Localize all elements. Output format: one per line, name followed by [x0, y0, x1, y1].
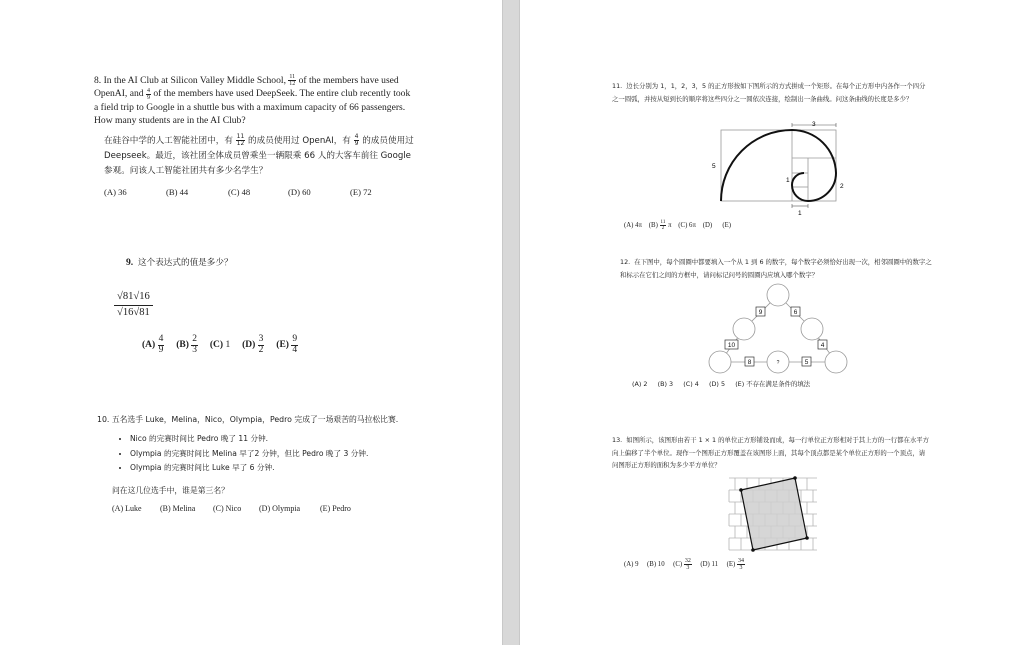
q10-choice-e: (E) Pedro: [320, 504, 351, 513]
q13-text: 13. 如图所示，该图形由若干 1 × 1 的单位正方形铺设而成，每一行单位正方形相对于其上方的一行都在水平方向上偏移了半个单位。现作一个图形正方形覆盖在该图形上面，其每个顶点都是某个单位正方形的一个顶点，请问图形正方形的面积为多少平方单位？: [612, 436, 930, 470]
q12-choice-d: (D) 5: [709, 380, 726, 388]
left-page: [0, 0, 502, 645]
q9-choices: [142, 335, 298, 355]
q11-label-2: 2: [840, 183, 844, 190]
q12-circle-mid-left: [733, 318, 755, 340]
q10-condition-3: • Olympia 的完赛时间比 Luke 早了 6 分钟.: [130, 461, 472, 476]
page-divider: [502, 0, 520, 645]
q12-question-mark: ?: [776, 360, 780, 366]
q8-choice-c: (C) 48: [228, 187, 251, 197]
q10-choice-d: (D) Olympia: [259, 504, 301, 513]
q13-choice-b: (B) 10: [647, 561, 665, 569]
q9-expression: $\frac{√81√16}{√16√81}$: [114, 292, 153, 318]
q12-circle-bottom-left: [709, 351, 731, 373]
q12-choice-c: (C) 4: [683, 380, 699, 388]
q13-choice-d: (D) 11: [700, 561, 719, 569]
q12-box-8: 8: [747, 359, 752, 366]
q8-choice-a: (A) 36: [104, 187, 127, 197]
q10-choice-b: (B) Melina: [160, 504, 196, 513]
q10-question: 问在这几位选手中，谁是第三名？: [112, 486, 229, 495]
q10-intro: 10. 五名选手 Luke，Melina，Nico，Olympia，Pedro 完成了一场艰苦的马拉松比赛.: [97, 415, 399, 424]
q12-box-4: 4: [820, 342, 825, 349]
q12-circle-top: [767, 284, 789, 306]
q11-choices: [624, 220, 731, 231]
q8-choices: [104, 187, 372, 197]
q10-choice-c: (C) Nico: [213, 504, 242, 513]
q11-label-1-bottom: 1: [798, 210, 802, 217]
q11-choice-a: (A) 4π: [624, 222, 642, 230]
q9-choice-c: (C) 1: [209, 340, 231, 351]
q11-label-5: 5: [712, 163, 716, 170]
q10-condition-1: • Nico 的完赛时间比 Pedro 晚了 11 分钟.: [130, 432, 472, 447]
q11-spiral-diagram: [708, 118, 848, 218]
q12-choice-a: (A) 2: [632, 380, 648, 388]
q9-choice-d: (D) $\frac{3}{2}$: [242, 334, 264, 355]
q13-tilted-square: [741, 478, 807, 550]
q11-choice-b: (B) $\frac{11}{2}$ π: [648, 220, 672, 231]
q12-box-6: 6: [793, 309, 798, 316]
q13-choices: [624, 558, 745, 571]
q8-fraction-1: $\frac{11}{12}$: [289, 74, 296, 88]
q12-choice-e: (E) 不存在满足条件的填法: [735, 380, 811, 388]
q12-text: 12. 在下图中，每个圆圈中都要填入一个从 1 到 6 的数字，每个数字必须恰好出现一次，相邻圆圈中的数字之和标示在它们之间的方框中，请问标记问号的圆圈内应填入哪个数字？: [620, 258, 932, 279]
q12-box-5: 5: [804, 359, 809, 366]
q12-circle-mid-right: [801, 318, 823, 340]
q8-choice-d: (D) 60: [288, 187, 311, 197]
q8-fraction-2: $\frac{4}{9}$: [146, 87, 150, 101]
q8-english-text: 8. In the AI Club at Silicon Valley Middle School, $\frac{11}{12}$ of the members have used OpenAI, and $\frac{4}{9}$ of the members have used DeepSeek. The entire club recently took a field trip to Google in a shuttle bus with a maximum capacity of 66 passengers. How many students are in the AI Club?: [94, 74, 411, 126]
q10-condition-2: • Olympia 的完赛时间比 Melina 早了2 分钟，但比 Pedro 晚了 3 分钟.: [130, 447, 472, 462]
q12-box-9: 9: [758, 309, 763, 316]
q12-box-10: 10: [727, 342, 736, 349]
q8-choice-b: (B) 44: [166, 187, 189, 197]
q12-circle-bottom-right: [825, 351, 847, 373]
q10-conditions: [112, 432, 472, 476]
q12-choice-b: (B) 3: [657, 380, 674, 388]
q13-choice-a: (A) 9: [624, 561, 639, 569]
q9-choice-a: (A) $\frac{4}{9}$: [142, 334, 164, 355]
q8-zh-fraction-2: $\frac{4}{9}$: [354, 133, 359, 147]
q8-choice-e: (E) 72: [350, 187, 372, 197]
q9-choice-b: (B) $\frac{2}{3}$: [176, 334, 197, 355]
q13-brick-diagram: [725, 474, 821, 552]
q8-zh-fraction-1: $\frac{11}{12}$: [236, 133, 245, 147]
right-page: [520, 0, 1017, 645]
q8-chinese-text: 在硅谷中学的人工智能社团中，有 $\frac{11}{12}$ 的成员使用过 OpenAI，有 $\frac{4}{9}$ 的成员使用过 Deepseek。最近，该社团全体成员曾乘坐一辆限乘 66 人的大客车前往 Google 参观。问该人工智能社团共有多少名学生？: [104, 133, 414, 176]
q12-choices: [632, 379, 810, 388]
q11-choice-c: (C) 6π: [678, 222, 696, 230]
q13-choice-e: (E) $\frac{34}{3}$: [726, 558, 744, 571]
q11-label-3: 3: [812, 121, 816, 128]
q11-choice-e: (E): [722, 222, 732, 230]
q13-choice-c: (C) $\frac{32}{3}$: [673, 558, 691, 571]
q9-choice-e: (E) $\frac{9}{4}$: [276, 334, 298, 355]
q11-label-1-left: 1: [786, 177, 790, 184]
q10-choice-a: (A) Luke: [112, 504, 142, 513]
q12-triangle-diagram: [704, 283, 854, 375]
q11-choice-d: (D): [702, 222, 713, 230]
q11-text: 11. 边长分别为 1，1，2，3，5 的正方形按如下图所示的方式拼成一个矩形。在每个正方形中内各作一个四分之一圆弧，并按从短到长的顺序将这些四分之一圆依次连接，绘制出一条曲线。问这条曲线的长度是多少？: [612, 82, 926, 103]
q9-prompt: 9. 这个表达式的值是多少？: [126, 257, 233, 268]
q10-choices: [112, 504, 351, 513]
